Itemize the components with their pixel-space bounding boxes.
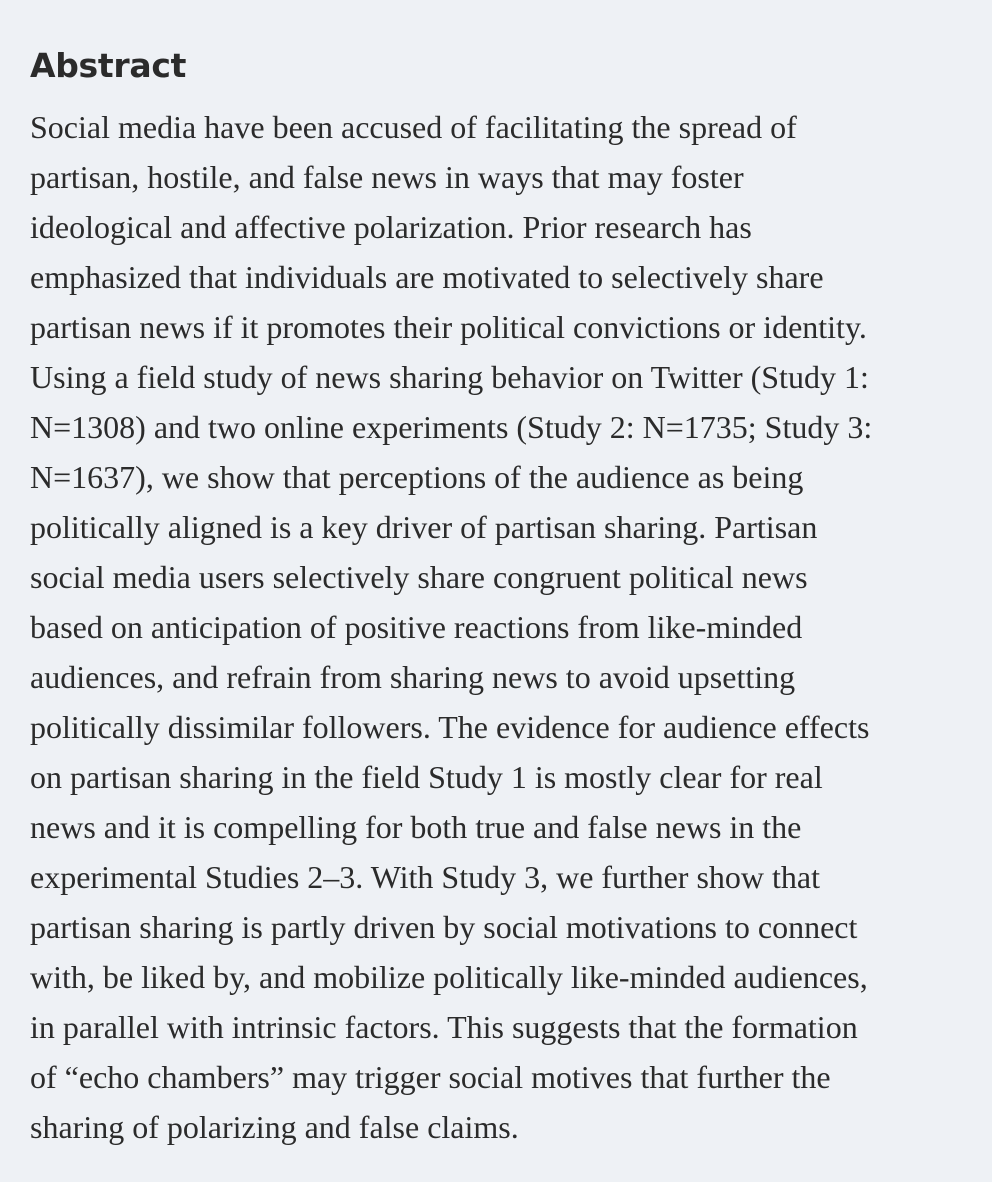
abstract-line: partisan news if it promotes their political convictions or identity. [30,309,867,345]
abstract-line: emphasized that individuals are motivated to selectively share [30,259,824,295]
abstract-line: based on anticipation of positive reactions from like-minded [30,609,803,645]
abstract-line: N=1308) and two online experiments (Study 2: N=1735; Study 3: [30,409,873,445]
abstract-line: politically dissimilar followers. The evidence for audience effects [30,709,870,745]
abstract-line: partisan sharing is partly driven by social motivations to connect [30,909,858,945]
abstract-line: social media users selectively share congruent political news [30,559,808,595]
abstract-line: ideological and affective polarization. Prior research has [30,209,752,245]
abstract-line: experimental Studies 2–3. With Study 3, we further show that [30,859,820,895]
abstract-line: audiences, and refrain from sharing news to avoid upsetting [30,659,796,695]
abstract-line: news and it is compelling for both true and false news in the [30,809,802,845]
abstract-line: Social media have been accused of facilitating the spread of [30,109,797,145]
abstract-heading: Abstract [30,46,187,85]
abstract-line: sharing of polarizing and false claims. [30,1109,519,1145]
abstract-line: of “echo chambers” may trigger social motives that further the [30,1059,831,1095]
abstract-line: N=1637), we show that perceptions of the audience as being [30,459,804,495]
abstract-body [30,102,972,1152]
abstract-line: with, be liked by, and mobilize politically like-minded audiences, [30,959,868,995]
abstract-line: partisan, hostile, and false news in ways that may foster [30,159,744,195]
abstract-line: on partisan sharing in the field Study 1 is mostly clear for real [30,759,823,795]
abstract-line: politically aligned is a key driver of partisan sharing. Partisan [30,509,818,545]
abstract-line: Using a field study of news sharing behavior on Twitter (Study 1: [30,359,869,395]
abstract-line: in parallel with intrinsic factors. This suggests that the formation [30,1009,858,1045]
